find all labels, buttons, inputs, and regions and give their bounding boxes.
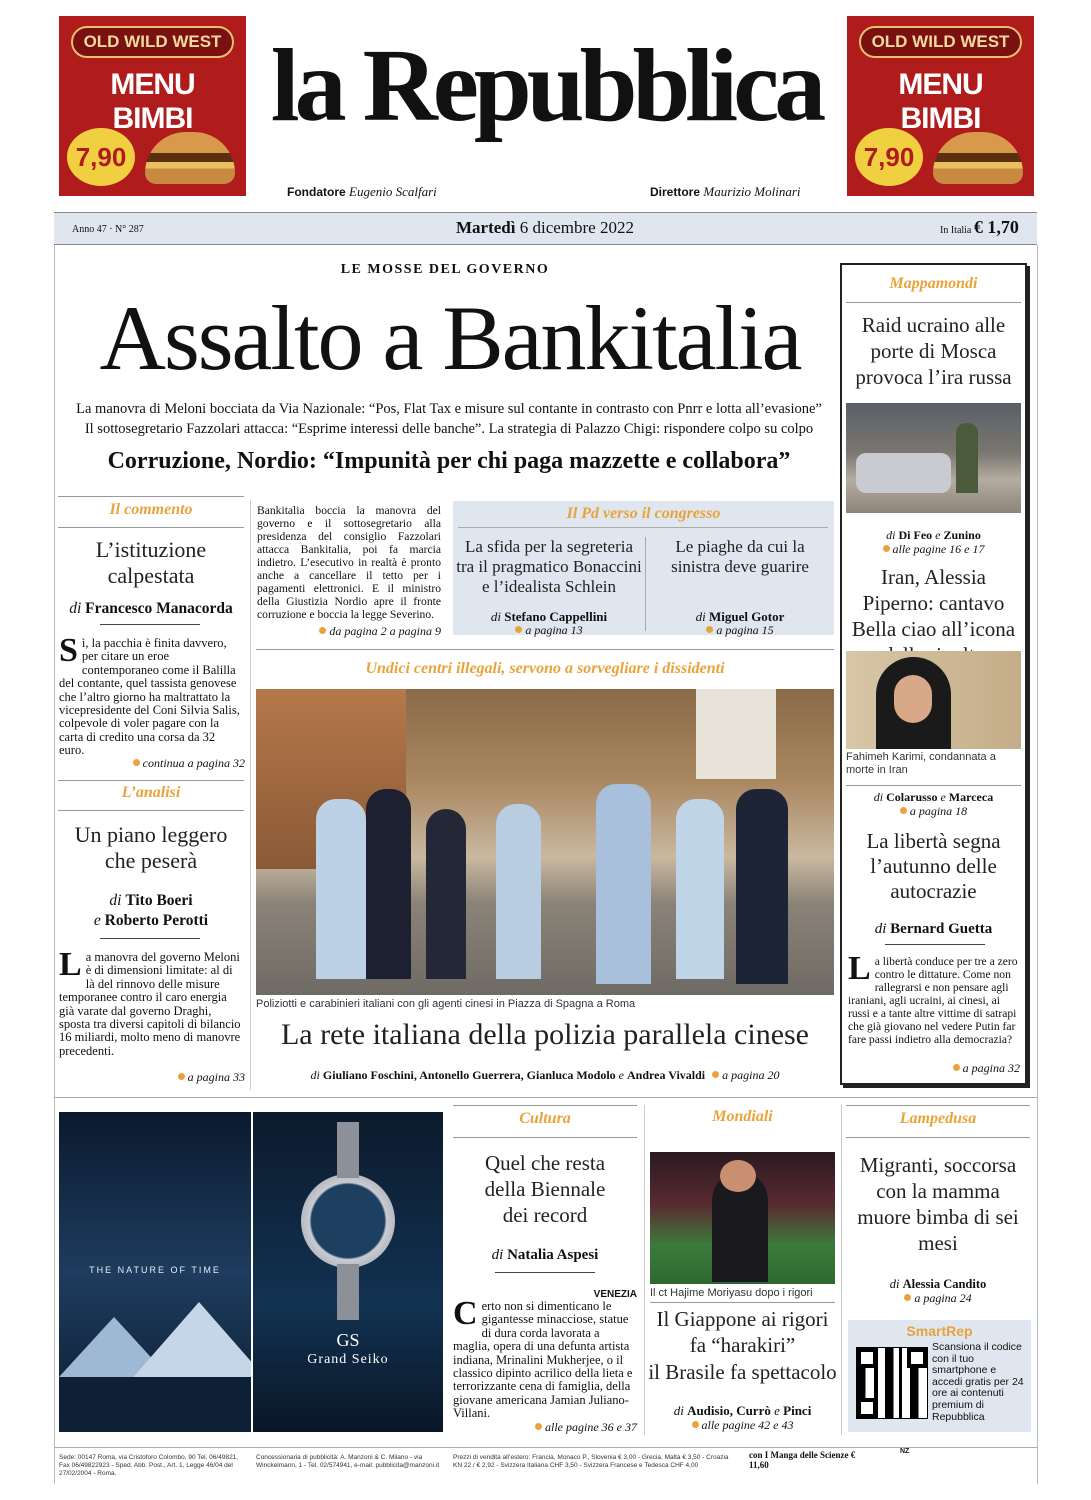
analisi-ref[interactable]: a pagina 33 [100, 1070, 245, 1085]
ad-tagline: THE NATURE OF TIME [89, 1265, 221, 1275]
analisi-body: La manovra del governo Meloni è di dimensioni limitate: al di là del rinnovo delle misure temporanee contro il caro energia già varate dal governo Draghi, sposta tra diversi capitoli di bilancio 16 miliardi, molto meno di manovre precedenti. [59, 946, 241, 1058]
mappamondi-ref-1[interactable]: alle pagine 16 e 17 [846, 542, 1021, 557]
mappamondi-byline-1: di Di Feo e Zunino [886, 528, 981, 542]
ad-price-badge: 7,90 [67, 128, 135, 186]
police-kicker: Undici centri illegali, servono a sorvegliare i dissidenti [365, 660, 725, 677]
commento-body: Sì, la pacchia è finita davvero, per citare un eroe contemporaneo come il Balilla del contante, quel tassista genovese che l’altro giorno ha maltrattato la vicepresidente del Coni Silvia Salis, colpevole di voler pagare con la carta di credito una corsa da 32 euro. [59, 632, 240, 758]
mappamondi-byline-3: di Bernard Guetta [874, 921, 993, 937]
mondiali-caption: Il ct Hajime Moriyasu dopo i rigori [650, 1287, 813, 1299]
mappamondi-ref-3[interactable]: a pagina 32 [940, 1061, 1020, 1076]
lampedusa-byline: di Alessia Candito [889, 1277, 987, 1291]
lampedusa-headline[interactable]: Migranti, soccorsa con la mamma muore bimba di sei mesi [857, 1153, 1019, 1255]
mappamondi-headline-3[interactable]: La libertà segna l’autunno delle autocrazie [866, 829, 1001, 903]
cultura-byline: di Natalia Aspesi [491, 1247, 599, 1263]
iran-caption: Fahimeh Karimi, condannata a morte in Iran [846, 751, 996, 776]
mappamondi-body-3: La libertà conduce per tre a zero contro le dittature. Come non rallegrarsi e non pensare agli iraniani, agli ucraini, ai cinesi, ai russi e a tante altre vittime di satrapi che già giovano nel vedere Putin far fare passi indietro alla democrazia? [848, 950, 1018, 1046]
iran-photo [846, 651, 1021, 749]
police-caption: Poliziotti e carabinieri italiani con gli agenti cinesi in Piazza di Spagna a Roma [256, 998, 636, 1010]
ukraine-photo [846, 403, 1021, 513]
mappamondi-byline-2: di Colarusso e Marceca [873, 790, 994, 804]
lead-deck-2: Il sottosegretario Fazzolari attacca: “Esprime interessi delle banche”. La strategia di Palazzo Chigi: rispondere colpo su colpo [84, 421, 814, 437]
mondiali-photo [650, 1152, 835, 1284]
issue-number: Anno 47 · N° 287 [72, 224, 144, 235]
pd-left-byline: di Stefano Cappellini [490, 609, 608, 624]
qr-code-icon[interactable] [857, 1348, 927, 1418]
smartrep-text: Scansiona il codice con il tuo smartphone e accedi gratis per 24 ore ai contenuti premium di Repubblica [932, 1341, 1024, 1423]
burger-image [145, 132, 235, 184]
mappamondi-ref-2[interactable]: a pagina 18 [846, 804, 1021, 819]
smartrep-title: SmartRep [906, 1323, 973, 1339]
analisi-headline[interactable]: Un piano leggero che peserà [74, 822, 228, 873]
seiko-brand: Grand Seiko [307, 1352, 389, 1367]
ad-old-wild-west-right[interactable] [847, 16, 1034, 196]
lampedusa-kicker: Lampedusa [899, 1110, 977, 1127]
mondiali-headline-2[interactable]: il Brasile fa spettacolo [648, 1360, 837, 1384]
commento-headline[interactable]: L’istituzione calpestata [95, 537, 207, 588]
mappamondi-headline-1[interactable]: Raid ucraino alle porte di Mosca provoca l’ira russa [855, 313, 1012, 389]
ad-old-wild-west-left[interactable] [59, 16, 246, 196]
seiko-logo: GS [336, 1330, 360, 1350]
pd-right-byline: di Miguel Gotor [695, 609, 785, 624]
mondiali-headline-1[interactable]: Il Giappone ai rigori fa “harakiri” [656, 1307, 829, 1357]
lead-headline[interactable]: Assalto a Bankitalia [99, 287, 801, 389]
analisi-byline: di Tito Boeri e Roberto Perotti [93, 892, 209, 929]
footer-sede: Sede: 00147 Roma, via Cristoforo Colombo, 90 Tel. 06/49821, Fax 06/49822923 - Sped. Abb. Post., Art. 1, Legge 46/04 del 27/02/2004 - Roma. [59, 1454, 239, 1477]
lampedusa-ref[interactable]: a pagina 24 [846, 1291, 1030, 1306]
lead-subhead[interactable]: Corruzione, Nordio: “Impunità per chi paga mazzette e collabora” [107, 448, 791, 474]
mondiali-kicker: Mondiali [712, 1108, 773, 1125]
ad-brand-banner: OLD WILD WEST [859, 26, 1022, 58]
mondiali-byline: di Audisio, Currò e Pinci [673, 1403, 812, 1418]
ad-product: MENU BIMBI [110, 68, 195, 135]
pd-left-ref[interactable]: a pagina 13 [456, 623, 642, 638]
ad-grand-seiko[interactable] [253, 1112, 443, 1432]
lead-ref[interactable]: da pagina 2 a pagina 9 [257, 624, 441, 639]
cover-price: In Italia € 1,70 [940, 217, 1019, 237]
mondiali-ref[interactable]: alle pagine 42 e 43 [650, 1418, 835, 1433]
ad-product: MENU BIMBI [898, 68, 983, 135]
commento-byline: di Francesco Manacorda [69, 600, 233, 617]
commento-ref[interactable]: continua a pagina 32 [100, 756, 245, 771]
mappamondi-kicker: Mappamondi [889, 275, 978, 292]
newspaper-title: la Repubblica [270, 28, 822, 143]
footer-pubblicita: Concessionaria di pubblicità: A. Manzoni & C. Milano - via Winckelmann, 1 - Tel. 02/574941, e-mail: pubblicita@manzoni.it [256, 1454, 440, 1469]
footer-edition-code: NZ [900, 1448, 910, 1455]
police-photo [256, 689, 834, 995]
issue-date: Martedì 6 dicembre 2022 [456, 218, 634, 237]
cultura-headline[interactable]: Quel che resta della Biennale dei record [484, 1151, 606, 1227]
commento-kicker: Il commento [109, 501, 193, 518]
burger-image [933, 132, 1023, 184]
pd-right-headline[interactable]: Le piaghe da cui la sinistra deve guarire [671, 537, 809, 576]
ad-price-badge: 7,90 [855, 128, 923, 186]
watch-image [301, 1174, 395, 1268]
cultura-place: VENEZIA [593, 1289, 637, 1300]
cultura-body: Certo non si dimenticano le gigantesse minacciose, statue di dura corda lavorata a maglia, opera di una defunta artista indiana, Mrinalini Mukherjee, o il classico dipinto acrilico della lieta e terrorizzante cena di famiglia, della giovane americana Jamian Juliano-Villani. [453, 1295, 633, 1421]
cultura-kicker: Cultura [519, 1110, 571, 1127]
lead-body: Bankitalia boccia la manovra del governo e il sottosegretario alla presidenza del consiglio Fazzolari attacca Bankitalia, poi fa marcia indietro. L’esecutivo in realtà è pronto anche a cancellare il tetto per i pagamenti elettronici. E il ministro della Giustizia Nordio apre il fronte corruzione e boccia la legge Severino. [257, 504, 441, 621]
cultura-ref[interactable]: alle pagine 36 e 37 [453, 1420, 637, 1435]
lead-kicker: LE MOSSE DEL GOVERNO [340, 262, 550, 277]
ad-brand-banner: OLD WILD WEST [71, 26, 234, 58]
founder-credit: Fondatore Eugenio Scalfari [287, 184, 437, 199]
police-byline: di Giuliano Foschini, Antonello Guerrera, Gianluca Modolo e Andrea Vivaldi a pagina 20 [310, 1068, 780, 1082]
ad-nature-of-time[interactable] [59, 1112, 251, 1432]
mappamondi-headline-2[interactable]: Iran, Alessia Piperno: cantavo Bella ciao all’icona [851, 565, 1016, 641]
footer-prezzi-estero: Prezzi di vendita all’estero: Francia, Monaco P., Slovenia € 3,00 - Grecia, Malta € 3,50 - Croazia KN 22 / € 2,92 - Svizzera Italiana CHF 3,50 - Svizzera Francese e Tedesca CHF 4,00 [453, 1454, 729, 1469]
pd-left-headline[interactable]: La sfida per la segreteria tra il pragmatico Bonaccini e l’idealista Schlein [456, 537, 642, 596]
lead-deck-1: La manovra di Meloni bocciata da Via Nazionale: “Pos, Flat Tax e misure sul contante in contrasto con Pnrr e lotta all’evasione” [76, 401, 822, 417]
footer-supplement: con I Manga delle Scienze € 11,60 [749, 1450, 856, 1470]
director-credit: Direttore Maurizio Molinari [650, 184, 801, 199]
police-headline[interactable]: La rete italiana della polizia parallela cinese [280, 1018, 810, 1051]
analisi-kicker: L’analisi [121, 784, 181, 801]
pd-right-ref[interactable]: a pagina 15 [650, 623, 830, 638]
pd-kicker: Il Pd verso il congresso [566, 505, 721, 522]
